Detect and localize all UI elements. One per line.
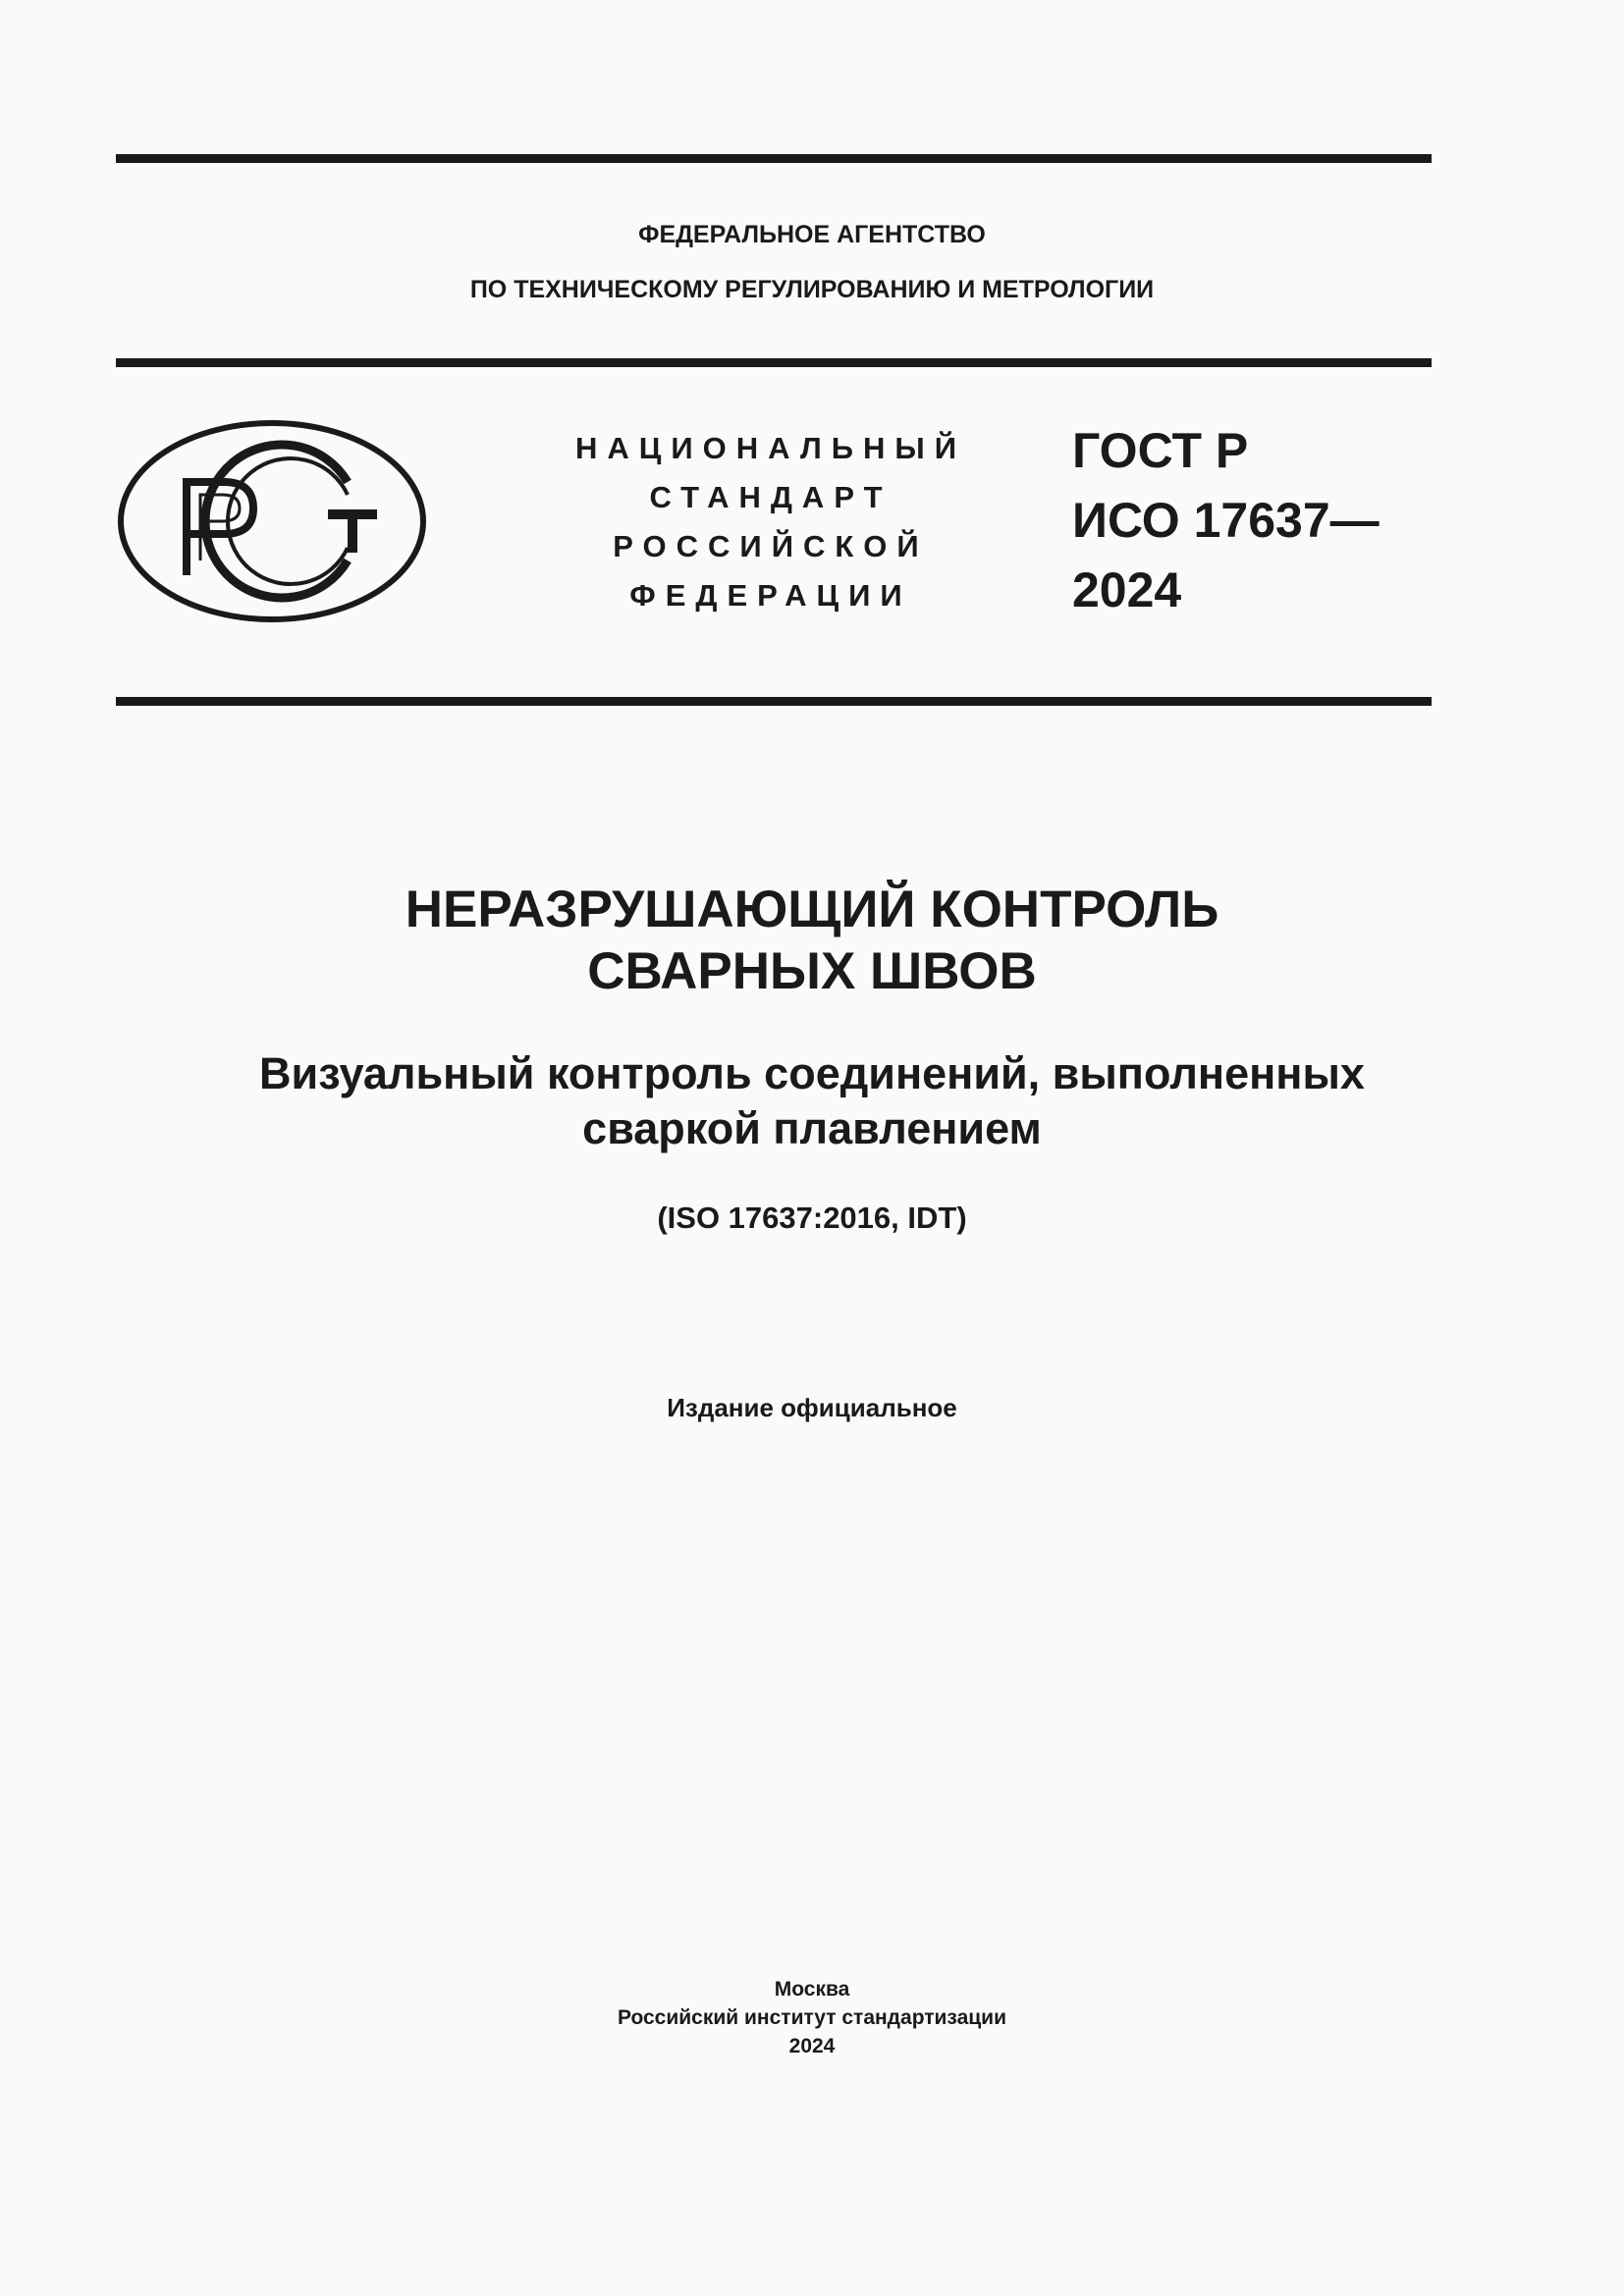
designation-line-1: ГОСТ Р xyxy=(1072,423,1249,478)
imprint-year: 2024 xyxy=(788,2035,836,2057)
standard-designation xyxy=(1072,416,1380,625)
title-line-2: СВАРНЫХ ШВОВ xyxy=(587,942,1037,1000)
subtitle-line-2: сваркой плавлением xyxy=(582,1103,1042,1153)
top-rule xyxy=(116,154,1432,163)
subtitle-line-1: Визуальный контроль соединений, выполненных xyxy=(259,1048,1365,1098)
edition-label: Издание официальное xyxy=(667,1393,957,1422)
national-standard-line-1: НАЦИОНАЛЬНЫЙ xyxy=(574,431,967,465)
rst-certification-mark-icon xyxy=(116,418,428,624)
designation-line-2: ИСО 17637— xyxy=(1072,493,1380,548)
iso-reference: (ISO 17637:2016, IDT) xyxy=(657,1201,967,1235)
national-standard-line-3: РОССИЙСКОЙ xyxy=(613,529,929,563)
header-rule xyxy=(116,358,1432,367)
agency-line-1: ФЕДЕРАЛЬНОЕ АГЕНТСТВО xyxy=(638,221,986,248)
national-standard-heading xyxy=(550,424,992,620)
document-title xyxy=(0,879,1624,1002)
title-line-1: НЕРАЗРУШАЮЩИЙ КОНТРОЛЬ xyxy=(405,881,1219,938)
agency-line-2: ПО ТЕХНИЧЕСКОМУ РЕГУЛИРОВАНИЮ И МЕТРОЛОГИИ xyxy=(469,276,1155,303)
imprint-publisher: Российский институт стандартизации xyxy=(617,2006,1007,2029)
designation-rule xyxy=(116,697,1432,706)
national-standard-line-2: СТАНДАРТ xyxy=(649,480,893,514)
designation-line-3: 2024 xyxy=(1072,562,1182,617)
national-standard-line-4: ФЕДЕРАЦИИ xyxy=(629,578,912,613)
document-subtitle xyxy=(0,1046,1624,1156)
imprint xyxy=(0,1975,1624,2060)
imprint-city: Москва xyxy=(774,1978,850,2001)
